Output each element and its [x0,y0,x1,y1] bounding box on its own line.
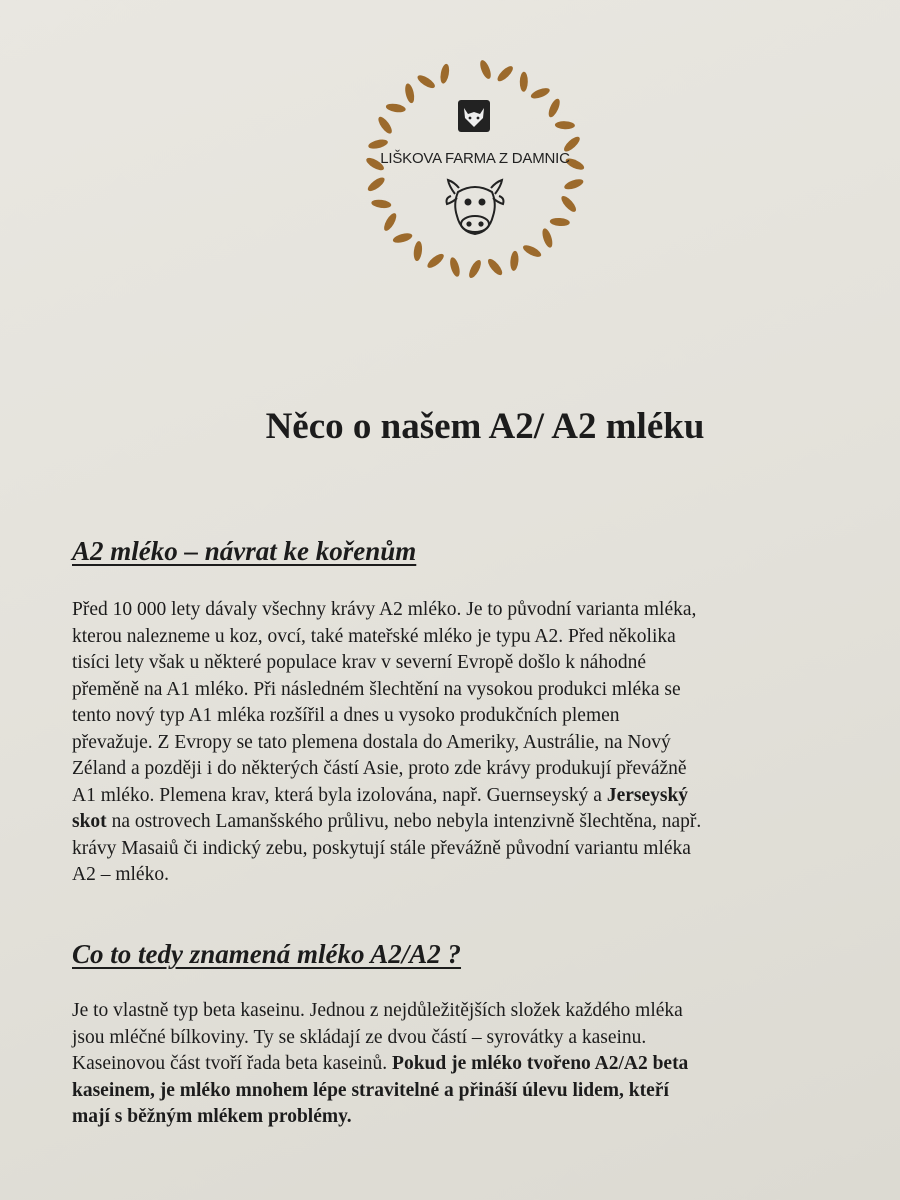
wheat-leaf [439,63,450,84]
regular-text: jsou mléčné bílkoviny. Ty se skládají ze dvou částí – syrovátky a kaseinu. [72,1026,647,1048]
cow-icon [447,180,504,234]
regular-text: Před 10 000 lety dávaly všechny krávy A2 mléko. Je to původní varianta mléka, [72,599,697,620]
farm-name: LIŠKOVA FARMA Z DAMNIC [380,150,570,167]
wheat-leaf [367,138,388,150]
text-line [72,1000,683,1021]
text-line [72,1053,688,1074]
section-paragraph-a2-roots [72,597,872,889]
wheat-leaf [404,83,416,104]
wheat-leaf [376,115,394,136]
text-line [72,626,676,647]
wheat-leaf [467,258,483,279]
regular-text: na ostrovech Lamanšského průlivu, nebo nebyla intenzivně šlechtěna, např. [106,811,702,832]
text-line [72,599,696,620]
text-line [72,864,169,885]
regular-text: Je to vlastně typ beta kaseinu. Jednou z nejdůležitějších složek každého mléka [72,1000,683,1021]
wheat-leaf [478,59,493,81]
regular-text: tento nový typ A1 mléka rozšířil a dnes u vysoko produkčních plemen [72,705,620,726]
page-title: Něco o našem A2/ A2 mléku [265,406,705,447]
text-line [72,679,681,700]
regular-text: Kaseinovou část tvoří řada beta kaseinů. [72,1053,393,1074]
wheat-leaf [546,97,562,119]
wheat-leaf [371,199,392,210]
wheat-leaf [559,194,578,214]
regular-text: přeměně na A1 mléko. Při následném šlechtění na vysokou produkci mléka se [72,678,681,700]
wheat-leaf [416,73,437,91]
wheat-wreath-icon [355,52,595,287]
regular-text: kterou nalezneme u koz, ovcí, také mateřské mléko je typu A2. Před několika [72,625,676,647]
text-line [72,732,671,753]
wheat-leaf [366,175,387,193]
wheat-leaf [555,121,575,130]
regular-text: A1 mléko. Plemena krav, která byla izolována, např. Guernseyský a [72,784,607,806]
wheat-leaf [563,177,585,191]
wheat-leaf [550,217,571,226]
wheat-leaf [495,64,515,84]
regular-text: krávy Masaiů či indický zebu, poskytují stále převážně původní variantu mléka [72,837,691,859]
text-line [72,838,691,859]
bold-text: skot [72,811,107,832]
regular-text: Zéland a později i do některých částí Asie, proto zde krávy produkují převážně [72,758,687,779]
wheat-leaf [392,231,413,244]
section-heading-a2a2-meaning: Co to tedy znamená mléko A2/A2 ? [72,939,462,969]
section-paragraph-a2a2-meaning [72,998,872,1131]
text-line [72,811,701,832]
wheat-leaf [385,102,406,113]
regular-text: převažuje. Z Evropy se tato plemena dostala do Ameriky, Austrálie, na Nový [72,731,671,753]
wheat-leaf [520,72,528,92]
wheat-leaf [425,252,446,271]
wheat-leaf [521,243,542,259]
regular-text: tisíci lety však u některé populace krav v severní Evropě došlo k náhodné [72,652,646,673]
text-line [72,1106,352,1127]
regular-text: A2 – mléko. [72,864,169,885]
bold-text: kaseinem, je mléko mnohem lépe stravitelné a přináší úlevu lidem, kteří [72,1079,669,1101]
text-line [72,1080,669,1101]
section-heading-a2-roots: A2 mléko – návrat ke kořenům [72,536,417,566]
wheat-leaf [382,211,399,232]
wheat-leaf [540,227,554,249]
bold-text: Jerseyský [606,784,689,806]
text-line [72,758,687,779]
wheat-leaf [530,86,552,101]
text-line [72,652,646,673]
text-line [72,1027,646,1048]
wheat-leaf [413,241,423,262]
farm-logo [355,52,595,287]
wheat-leaf [448,256,461,277]
text-line [72,705,620,726]
wreath-leaves [364,59,585,280]
fox-icon [458,100,490,132]
text-line [72,785,688,806]
bold-text: Pokud je mléko tvořeno A2/A2 beta [392,1053,689,1074]
bold-text: mají s běžným mlékem problémy. [72,1106,352,1127]
wheat-leaf [510,251,520,272]
wheat-leaf [486,257,505,278]
